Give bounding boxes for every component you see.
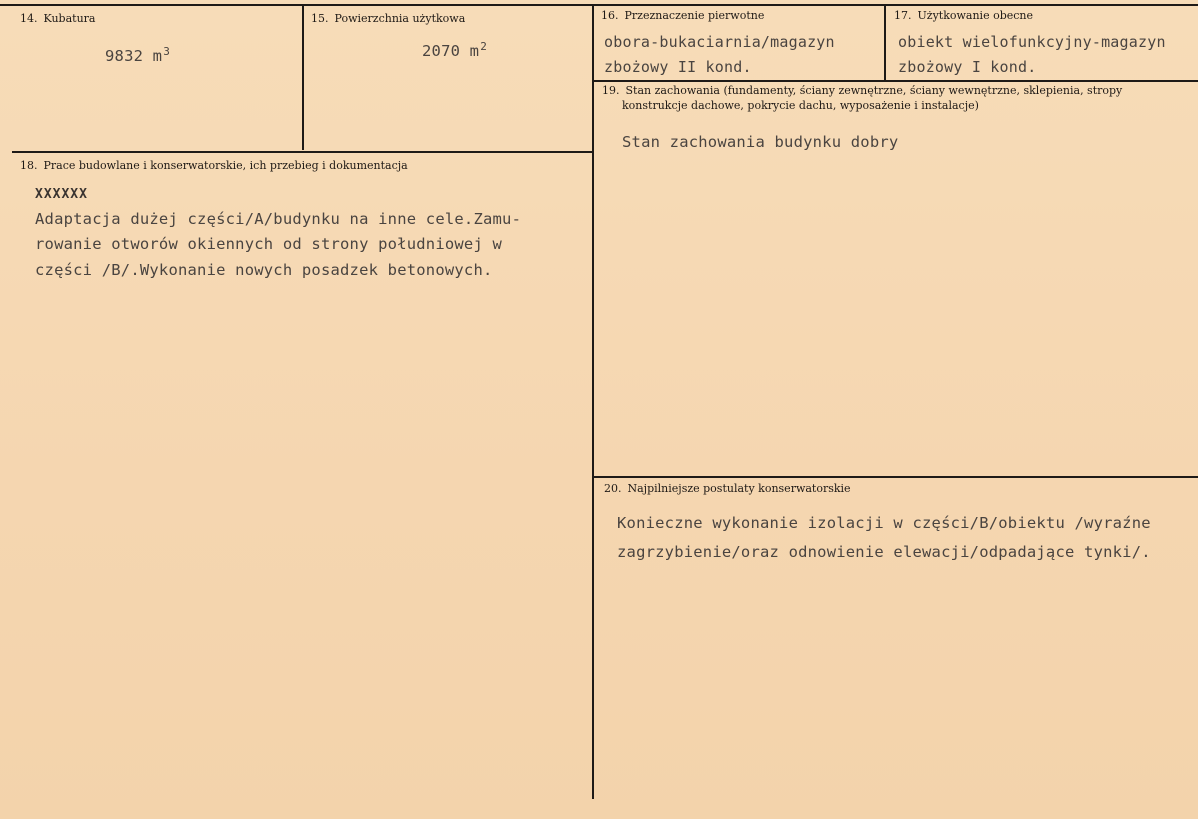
divider-row1-right <box>592 80 1198 82</box>
divider-19-20 <box>592 476 1198 478</box>
divider-row1-left <box>12 151 592 153</box>
divider-16-17 <box>884 4 886 82</box>
top-border <box>0 4 1198 6</box>
divider-14-15 <box>302 4 304 150</box>
field-14-label: 14. Kubatura <box>20 12 96 25</box>
field-15-value: 2070 $m^2$ <box>422 40 488 60</box>
field-20-line-2: zagrzybienie/oraz odnowienie elewacji/odpadające tynki/. <box>617 543 1151 561</box>
field-14-value: 9832 $m^3$ <box>105 45 171 65</box>
field-18-crossed-out: XXXXXX <box>35 187 88 202</box>
field-18-label: 18. Prace budowlane i konserwatorskie, ich przebieg i dokumentacja <box>20 159 408 172</box>
field-17-line-2: zbożowy I kond. <box>898 58 1037 76</box>
field-17-line-1: obiekt wielofunkcyjny-magazyn <box>898 33 1166 51</box>
field-16-label: 16. Przeznaczenie pierwotne <box>601 9 765 22</box>
field-19-value: Stan zachowania budynku dobry <box>622 133 899 151</box>
field-16-line-1: obora-bukaciarnia/magazyn <box>604 33 835 51</box>
field-18-line-2: rowanie otworów okiennych od strony południowej w <box>35 235 503 253</box>
field-15-label: 15. Powierzchnia użytkowa <box>311 12 466 25</box>
field-19-label-line-1: 19. Stan zachowania (fundamenty, ściany zewnętrzne, ściany wewnętrzne, sklepienia, stropy <box>602 84 1123 97</box>
divider-left-right <box>592 4 594 799</box>
field-18-line-3: części /B/.Wykonanie nowych posadzek betonowych. <box>35 261 493 279</box>
field-20-line-1: Konieczne wykonanie izolacji w części/B/obiektu /wyraźne <box>617 514 1151 532</box>
field-17-label: 17. Użytkowanie obecne <box>894 9 1033 22</box>
field-16-line-2: zbożowy II kond. <box>604 58 752 76</box>
field-19-label-line-2: konstrukcje dachowe, pokrycie dachu, wyposażenie i instalacje) <box>622 99 979 112</box>
field-18-line-1: Adaptacja dużej części/A/budynku na inne cele.Zamu- <box>35 210 522 228</box>
field-20-label: 20. Najpilniejsze postulaty konserwatorskie <box>604 482 851 495</box>
